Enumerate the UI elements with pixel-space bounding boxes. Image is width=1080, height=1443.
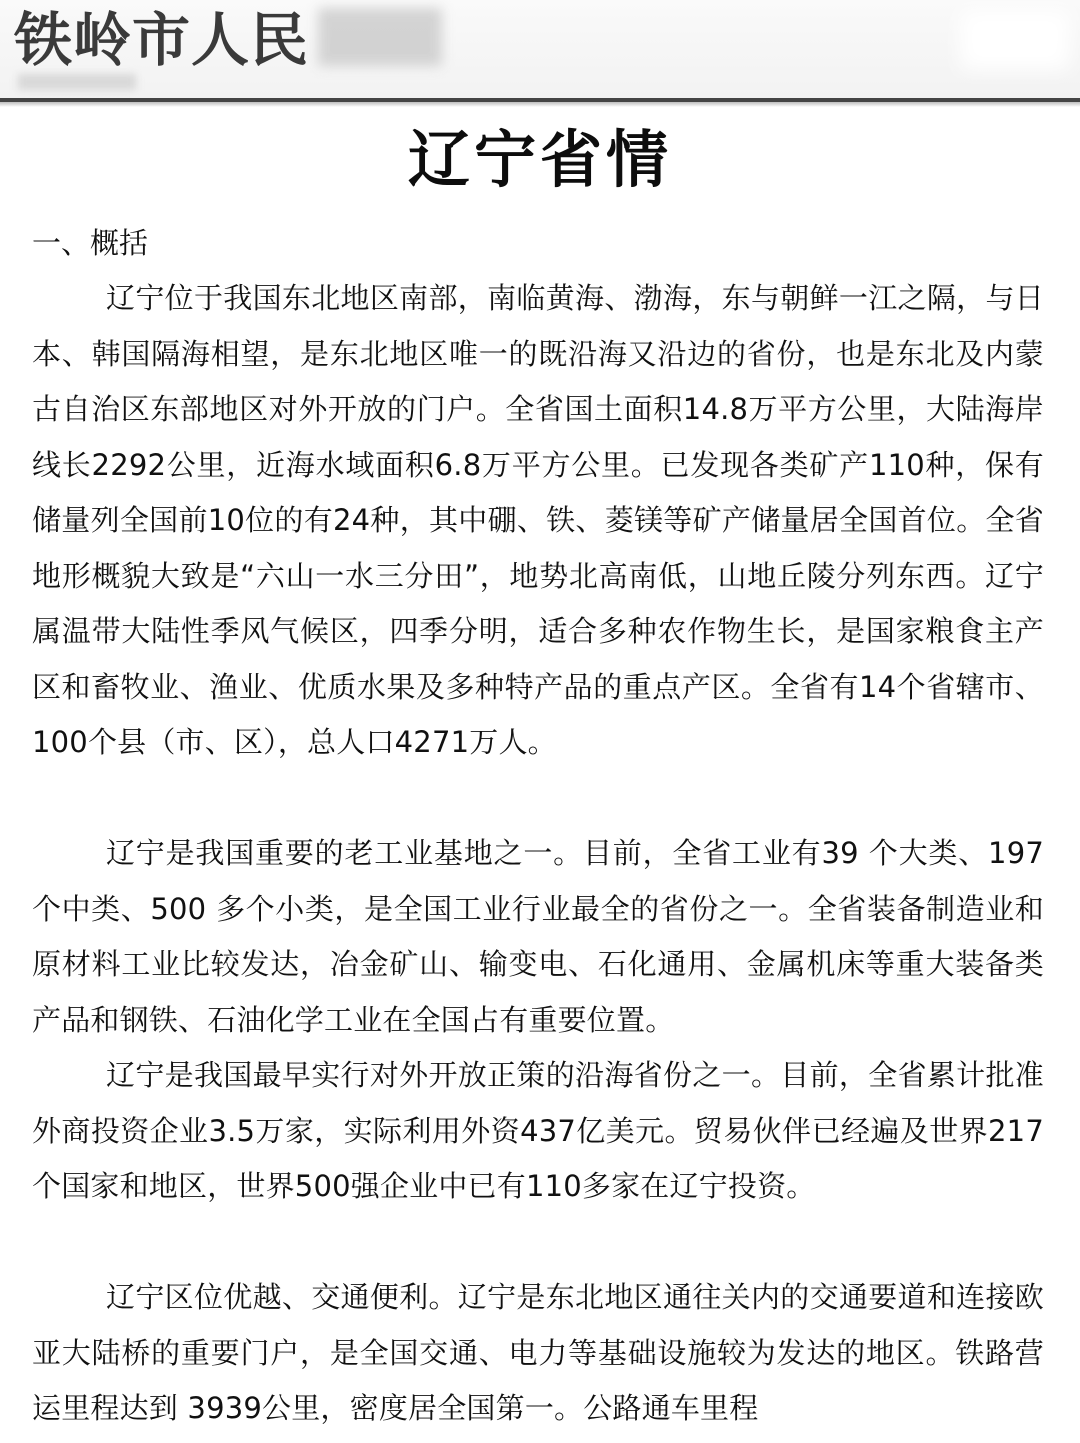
section-heading: 一、概括 [32, 226, 149, 260]
paragraph-industry: 辽宁是我国重要的老工业基地之一。目前，全省工业有39 个大类、197个中类、500 多个小类，是全国工业行业最全的省份之一。全省装备制造业和原材料工业比较发达，冶金矿山、输变电、石化通用、金属机床等重大装备类产品和钢铁、石油化学工业在全国占有重要位置。 [32, 836, 1044, 1037]
issuing-organization: 铁岭市人民 [14, 6, 310, 74]
header-divider-shadow [0, 102, 1080, 107]
paragraph-transport: 辽宁区位优越、交通便利。辽宁是东北地区通往关内的交通要道和连接欧亚大陆桥的重要门户，是全国交通、电力等基础设施较为发达的地区。铁路营运里程达到 3939公里，密度居全国第一。公路通车里程 [32, 1280, 1044, 1425]
paragraph-opening-up: 辽宁是我国最早实行对外开放正策的沿海省份之一。目前，全省累计批准外商投资企业3.5万家，实际利用外资437亿美元。贸易伙伴已经遍及世界217个国家和地区，世界500强企业中已有110多家在辽宁投资。 [32, 1058, 1044, 1203]
redacted-subtitle [18, 74, 136, 90]
paragraph-overview: 辽宁位于我国东北地区南部，南临黄海、渤海，东与朝鲜一江之隔，与日本、韩国隔海相望，是东北地区唯一的既沿海又沿边的省份，也是东北及内蒙古自治区东部地区对外开放的门户。全省国土面积14.8万平方公里，大陆海岸线长2292公里，近海水域面积6.8万平方公里。已发现各类矿产110种，保有储量列全国前10位的有24种，其中硼、铁、菱镁等矿产储量居全国首位。全省地形概貌大致是“六山一水三分田”，地势北高南低，山地丘陵分列东西。辽宁属温带大陆性季风气候区，四季分明，适合多种农作物生长，是国家粮食主产区和畜牧业、渔业、优质水果及多种特产品的重点产区。全省有14个省辖市、100个县（市、区），总人口4271万人。 [32, 281, 1044, 759]
redacted-org-suffix [318, 8, 442, 66]
header-glare [960, 10, 1070, 70]
document-title: 辽宁省情 [407, 123, 672, 196]
document-header [0, 0, 1080, 100]
